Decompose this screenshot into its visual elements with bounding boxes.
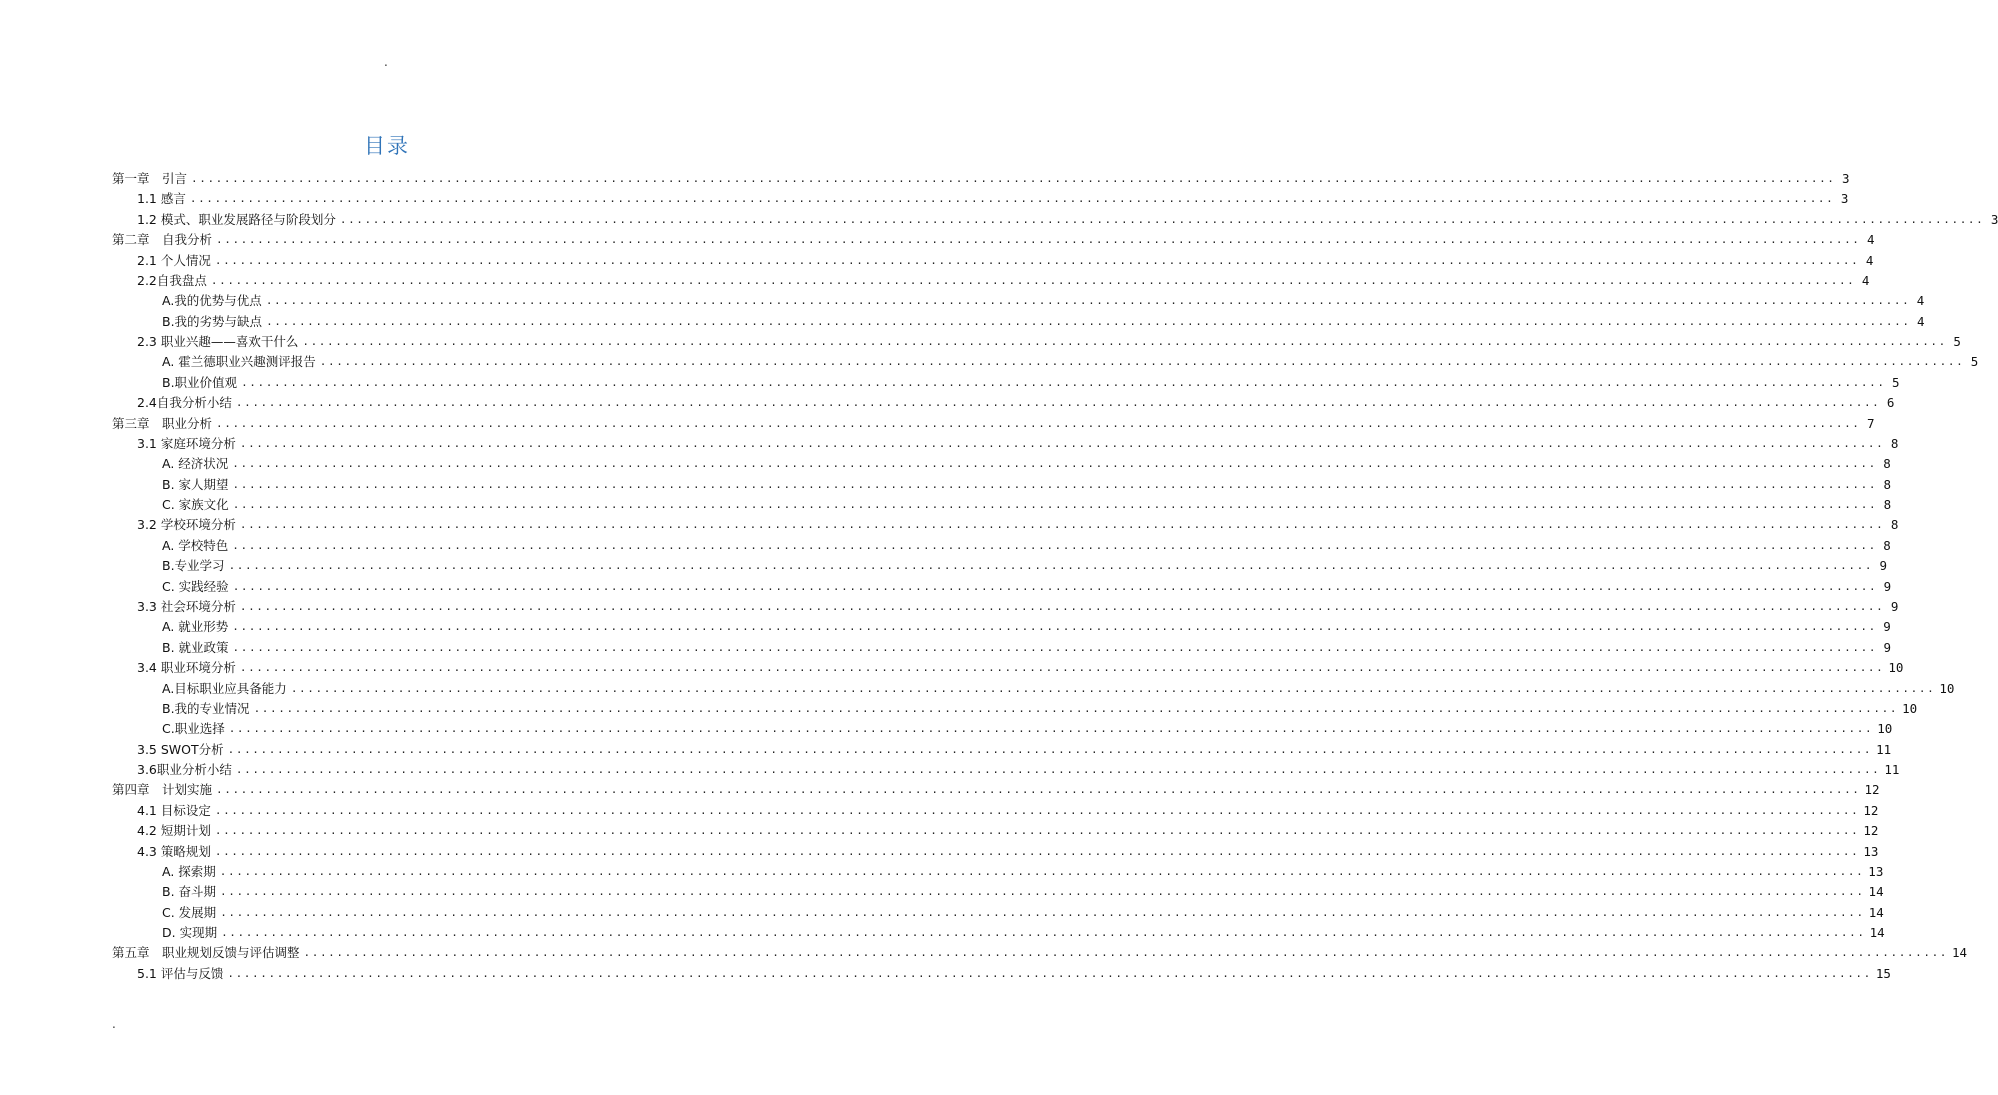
dot-leader: ........................................................................................................................................................................................................ bbox=[221, 926, 1866, 940]
toc-entry-label: 第三章 职业分析 bbox=[112, 415, 213, 431]
toc-entry-page-number: 8 bbox=[1883, 497, 1892, 513]
toc-entry-page-number: 14 bbox=[1868, 904, 1884, 920]
toc-entry-label: 第一章 引言 bbox=[112, 171, 188, 186]
toc-entry-label: 4.1 目标设定 bbox=[137, 802, 211, 818]
toc-entry-page-number: 10 bbox=[1888, 660, 1904, 676]
toc-entry[interactable] bbox=[137, 432, 1899, 452]
toc-entry-page-number: 9 bbox=[1890, 598, 1899, 614]
dot-leader: ........................................................................................................................................................................................................ bbox=[220, 905, 1865, 919]
toc-entry-label: 3.2 学校环境分析 bbox=[137, 517, 236, 533]
dot-leader: ........................................................................................................................................................................................................ bbox=[241, 375, 1886, 389]
toc-entry[interactable] bbox=[162, 697, 1918, 717]
dot-leader: ........................................................................................................................................................................................................ bbox=[266, 314, 1911, 328]
toc-entry[interactable] bbox=[137, 758, 1900, 778]
toc-entry-page-number: 14 bbox=[1952, 945, 1968, 961]
toc-entry-label: B.专业学习 bbox=[162, 558, 225, 574]
dot-leader: ........................................................................................................................................................................................................ bbox=[235, 396, 1881, 410]
toc-entry-page-number: 4 bbox=[1916, 293, 1925, 309]
toc-entry[interactable] bbox=[162, 534, 1891, 554]
dot-leader: ........................................................................................................................................................................................................ bbox=[227, 966, 1872, 980]
toc-entry-page-number: 12 bbox=[1863, 823, 1879, 839]
dot-leader: ........................................................................................................................................................................................................ bbox=[216, 416, 1861, 430]
toc-entry[interactable] bbox=[162, 452, 1891, 472]
toc-entry-label: 3.3 社会环境分析 bbox=[137, 598, 236, 614]
toc-entry[interactable] bbox=[162, 554, 1888, 574]
toc-entry[interactable] bbox=[137, 269, 1870, 289]
toc-entry-page-number: 8 bbox=[1883, 456, 1891, 472]
toc-entry-label: 2.1 个人情况 bbox=[137, 252, 211, 268]
dot-leader: ........................................................................................................................................................................................................ bbox=[191, 172, 1836, 185]
toc-entry[interactable] bbox=[162, 310, 1925, 330]
footer-mark: . bbox=[112, 1017, 116, 1031]
toc-entry[interactable] bbox=[162, 473, 1892, 493]
toc-entry[interactable] bbox=[162, 901, 1884, 921]
toc-entry-label: 第二章 自我分析 bbox=[112, 232, 213, 248]
toc-entry[interactable] bbox=[162, 289, 1925, 309]
toc-entry-page-number: 7 bbox=[1867, 415, 1875, 431]
dot-leader: ........................................................................................................................................................................................................ bbox=[239, 436, 1885, 450]
dot-leader: ........................................................................................................................................................................................................ bbox=[232, 620, 1877, 634]
toc-entry-page-number: 4 bbox=[1865, 252, 1874, 268]
toc-entry-page-number: 9 bbox=[1883, 639, 1892, 655]
toc-entry-label: A. 经济状况 bbox=[162, 456, 229, 472]
toc-entry-label: A.我的优势与优点 bbox=[162, 293, 262, 309]
dot-leader: ........................................................................................................................................................................................................ bbox=[239, 518, 1885, 532]
toc-entry[interactable] bbox=[162, 636, 1892, 656]
toc-entry-page-number: 3 bbox=[1990, 211, 1998, 227]
dot-leader: ........................................................................................................................................................................................................ bbox=[228, 559, 1874, 573]
toc-entry-page-number: 5 bbox=[1970, 354, 1979, 370]
toc-entry[interactable] bbox=[112, 167, 1850, 187]
toc-entry[interactable] bbox=[162, 860, 1884, 880]
toc-entry-page-number: 12 bbox=[1864, 782, 1880, 798]
toc-entry-label: D. 实现期 bbox=[162, 925, 218, 941]
toc-entry-page-number: 5 bbox=[1953, 334, 1961, 350]
toc-entry-label: 1.2 模式、职业发展路径与阶段划分 bbox=[137, 211, 336, 227]
toc-entry[interactable] bbox=[137, 208, 1998, 228]
toc-entry[interactable] bbox=[162, 615, 1891, 635]
toc-entry[interactable] bbox=[137, 249, 1874, 269]
toc-entry-label: B. 家人期望 bbox=[162, 476, 229, 492]
dot-leader: ........................................................................................................................................................................................................ bbox=[228, 722, 1874, 736]
toc-entry[interactable] bbox=[137, 513, 1899, 533]
toc-entry-page-number: 15 bbox=[1875, 965, 1891, 981]
dot-leader: ........................................................................................................................................................................................................ bbox=[232, 498, 1878, 512]
toc-entry-page-number: 3 bbox=[1842, 171, 1850, 186]
toc-entry[interactable] bbox=[162, 575, 1892, 595]
toc-entry-page-number: 8 bbox=[1890, 517, 1899, 533]
toc-entry-page-number: 4 bbox=[1917, 313, 1925, 329]
toc-entry[interactable] bbox=[162, 880, 1884, 900]
toc-title: 目录 bbox=[364, 134, 410, 158]
toc-entry[interactable] bbox=[162, 677, 1955, 697]
toc-entry-page-number: 3 bbox=[1840, 191, 1849, 207]
toc-entry[interactable] bbox=[137, 962, 1891, 982]
toc-entry[interactable] bbox=[162, 493, 1892, 513]
toc-entry-label: 4.3 策略规划 bbox=[137, 843, 211, 859]
toc-entry-label: 4.2 短期计划 bbox=[137, 823, 211, 839]
toc-entry-label: A. 探索期 bbox=[162, 863, 216, 879]
toc-entry-label: 2.3 职业兴趣——喜欢干什么 bbox=[137, 334, 299, 350]
toc-entry-page-number: 9 bbox=[1883, 578, 1892, 594]
toc-entry-label: 2.4自我分析小结 bbox=[137, 395, 232, 411]
toc-entry-page-number: 9 bbox=[1879, 558, 1888, 574]
dot-leader: ........................................................................................................................................................................................................ bbox=[210, 273, 1856, 287]
dot-leader: ........................................................................................................................................................................................................ bbox=[232, 477, 1878, 491]
toc-entry-label: C.职业选择 bbox=[162, 721, 225, 737]
toc-entry[interactable] bbox=[112, 412, 1875, 432]
dot-leader: ........................................................................................................................................................................................................ bbox=[290, 681, 1936, 695]
toc-entry-page-number: 9 bbox=[1883, 619, 1891, 635]
toc-entry[interactable] bbox=[162, 350, 1979, 370]
toc-entry-label: B.我的专业情况 bbox=[162, 700, 250, 716]
dot-leader: ........................................................................................................................................................................................................ bbox=[214, 803, 1860, 817]
toc-entry-label: 3.6职业分析小结 bbox=[137, 762, 232, 778]
toc-entry[interactable] bbox=[137, 187, 1849, 207]
toc-entry-label: 3.5 SWOT分析 bbox=[137, 741, 224, 757]
toc-entry[interactable] bbox=[137, 330, 1961, 350]
toc-entry-page-number: 14 bbox=[1869, 925, 1885, 941]
dot-leader: ........................................................................................................................................................................................................ bbox=[220, 885, 1865, 899]
toc-entry-label: A.目标职业应具备能力 bbox=[162, 680, 287, 696]
toc-entry-label: 3.4 职业环境分析 bbox=[137, 660, 236, 676]
dot-leader: ........................................................................................................................................................................................................ bbox=[216, 233, 1861, 247]
toc-entry-page-number: 5 bbox=[1892, 374, 1900, 390]
toc-entry[interactable] bbox=[162, 921, 1885, 941]
toc-entry-page-number: 8 bbox=[1883, 476, 1892, 492]
toc-entry-label: A. 霍兰德职业兴趣测评报告 bbox=[162, 354, 316, 370]
toc-entry-page-number: 8 bbox=[1890, 435, 1899, 451]
dot-leader: ........................................................................................................................................................................................................ bbox=[232, 640, 1878, 654]
toc-entry[interactable] bbox=[137, 840, 1879, 860]
toc-entry-page-number: 11 bbox=[1884, 762, 1900, 778]
toc-entry-page-number: 8 bbox=[1883, 537, 1891, 553]
toc-entry-page-number: 10 bbox=[1902, 700, 1918, 716]
toc-entry-page-number: 4 bbox=[1867, 232, 1875, 248]
toc-entry-label: B.职业价值观 bbox=[162, 374, 238, 390]
toc-entry-page-number: 6 bbox=[1886, 395, 1895, 411]
toc-entry-label: 3.1 家庭环境分析 bbox=[137, 435, 236, 451]
toc-entry[interactable] bbox=[137, 391, 1895, 411]
toc-entry-label: 第四章 计划实施 bbox=[112, 782, 213, 798]
toc-entry-page-number: 14 bbox=[1868, 884, 1884, 900]
toc-entry[interactable] bbox=[112, 941, 1968, 961]
toc-entry-page-number: 10 bbox=[1877, 721, 1893, 737]
toc-entry-label: A. 就业形势 bbox=[162, 619, 229, 635]
toc-entry-label: C. 发展期 bbox=[162, 904, 217, 920]
header-mark: . bbox=[384, 55, 388, 69]
toc-entry-page-number: 10 bbox=[1939, 680, 1955, 696]
toc-entry[interactable] bbox=[137, 819, 1879, 839]
toc-entry-label: B. 就业政策 bbox=[162, 639, 229, 655]
toc-entry-label: 2.2自我盘点 bbox=[137, 272, 207, 288]
dot-leader: ........................................................................................................................................................................................................ bbox=[232, 457, 1877, 471]
toc-entry[interactable] bbox=[162, 371, 1900, 391]
dot-leader: ........................................................................................................................................................................................................ bbox=[219, 864, 1865, 878]
toc-entry-page-number: 11 bbox=[1876, 741, 1892, 757]
dot-leader: ........................................................................................................................................................................................................ bbox=[214, 824, 1860, 838]
toc-entry-label: C. 家族文化 bbox=[162, 497, 229, 513]
dot-leader: ........................................................................................................................................................................................................ bbox=[303, 946, 1949, 960]
dot-leader: ........................................................................................................................................................................................................ bbox=[239, 599, 1885, 613]
dot-leader: ........................................................................................................................................................................................................ bbox=[189, 192, 1835, 206]
dot-leader: ........................................................................................................................................................................................................ bbox=[302, 335, 1947, 349]
toc-entry-label: 5.1 评估与反馈 bbox=[137, 965, 224, 981]
dot-leader: ........................................................................................................................................................................................................ bbox=[227, 742, 1873, 756]
dot-leader: ........................................................................................................................................................................................................ bbox=[214, 253, 1860, 267]
toc-entry[interactable] bbox=[137, 738, 1892, 758]
toc-entry-page-number: 12 bbox=[1863, 802, 1879, 818]
dot-leader: ........................................................................................................................................................................................................ bbox=[253, 701, 1899, 715]
dot-leader: ........................................................................................................................................................................................................ bbox=[232, 579, 1878, 593]
toc-entry-label: B. 奋斗期 bbox=[162, 884, 217, 900]
dot-leader: ........................................................................................................................................................................................................ bbox=[214, 844, 1860, 858]
dot-leader: ........................................................................................................................................................................................................ bbox=[265, 294, 1911, 308]
toc-entry[interactable] bbox=[137, 595, 1899, 615]
toc-entry-page-number: 13 bbox=[1863, 843, 1879, 859]
toc-entry[interactable] bbox=[112, 228, 1875, 248]
toc-entry[interactable] bbox=[112, 778, 1880, 798]
dot-leader: ........................................................................................................................................................................................................ bbox=[235, 763, 1881, 777]
toc-entry-label: B.我的劣势与缺点 bbox=[162, 313, 263, 329]
toc-entry-page-number: 13 bbox=[1868, 863, 1884, 879]
toc-entry-label: 第五章 职业规划反馈与评估调整 bbox=[112, 945, 300, 961]
dot-leader: ........................................................................................................................................................................................................ bbox=[239, 661, 1885, 675]
toc-entry[interactable] bbox=[137, 799, 1879, 819]
dot-leader: ........................................................................................................................................................................................................ bbox=[232, 538, 1877, 552]
toc-entry[interactable] bbox=[137, 656, 1904, 676]
toc-entry-label: C. 实践经验 bbox=[162, 578, 229, 594]
dot-leader: ........................................................................................................................................................................................................ bbox=[319, 355, 1965, 369]
toc-entry[interactable] bbox=[162, 717, 1893, 737]
toc-entry-label: 1.1 感言 bbox=[137, 191, 186, 207]
dot-leader: ........................................................................................................................................................................................................ bbox=[216, 783, 1861, 797]
dot-leader: ........................................................................................................................................................................................................ bbox=[339, 212, 1985, 226]
toc-entry-label: A. 学校特色 bbox=[162, 537, 229, 553]
toc-entry-page-number: 4 bbox=[1861, 272, 1870, 288]
